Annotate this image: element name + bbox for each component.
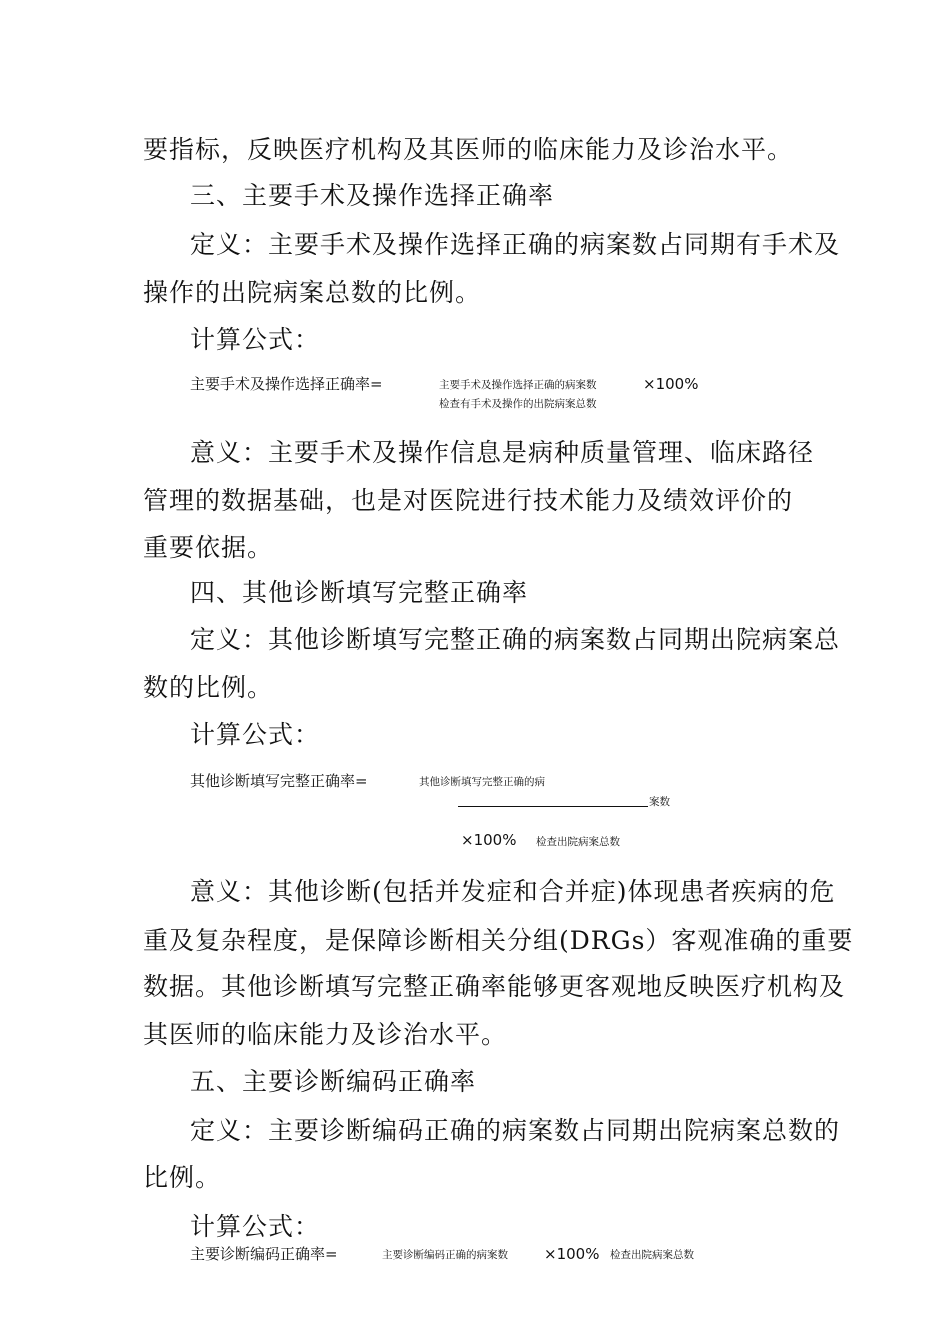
fraction-bar	[458, 806, 648, 807]
formula-3-lhs: 主要手术及操作选择正确率=	[190, 375, 383, 393]
significance-3-line: 意义：主要手术及操作信息是病种质量管理、临床路径	[190, 438, 815, 467]
formula-3-multiplier: ×100%	[643, 375, 699, 393]
formula-4-numerator: 其他诊断填写完整正确的病	[419, 776, 545, 788]
formula-4-numerator-tail: 案数	[649, 796, 670, 808]
definition-4-line: 数的比例。	[143, 673, 274, 702]
definition-5-line: 定义：主要诊断编码正确的病案数占同期出院病案总数的	[190, 1116, 841, 1145]
significance-4-line: 重及复杂程度，是保障诊断相关分组(DRGs）客观准确的重要	[143, 926, 854, 955]
significance-4-line: 数据。其他诊断填写完整正确率能够更客观地反映医疗机构及	[143, 972, 846, 1001]
definition-3-line: 操作的出院病案总数的比例。	[143, 278, 482, 307]
formula-5-multiplier: ×100%	[544, 1245, 600, 1263]
formula-5-numerator: 主要诊断编码正确的病案数	[382, 1249, 508, 1261]
formula-4-multiplier: ×100%	[461, 831, 517, 849]
paragraph-line: 要指标，反映医疗机构及其医师的临床能力及诊治水平。	[143, 135, 794, 164]
significance-3-line: 重要依据。	[143, 533, 274, 562]
formula-4-denominator: 检查出院病案总数	[536, 836, 620, 848]
significance-3-line: 管理的数据基础，也是对医院进行技术能力及绩效评价的	[143, 486, 794, 515]
formula-5-denominator: 检查出院病案总数	[610, 1249, 694, 1261]
definition-4-line: 定义：其他诊断填写完整正确的病案数占同期出院病案总	[190, 625, 841, 654]
section-heading-3: 三、主要手术及操作选择正确率	[190, 181, 555, 210]
calc-label-3: 计算公式：	[190, 325, 321, 354]
formula-3-denominator: 检查有手术及操作的出院病案总数	[439, 398, 597, 410]
significance-4-line: 意义：其他诊断(包括并发症和合并症)体现患者疾病的危	[190, 877, 836, 906]
definition-3-line: 定义：主要手术及操作选择正确的病案数占同期有手术及	[190, 230, 841, 259]
section-heading-4: 四、其他诊断填写完整正确率	[190, 578, 529, 607]
calc-label-5: 计算公式：	[190, 1212, 321, 1241]
formula-3-numerator: 主要手术及操作选择正确的病案数	[439, 379, 597, 391]
formula-4-lhs: 其他诊断填写完整正确率=	[190, 772, 368, 790]
definition-5-line: 比例。	[143, 1163, 222, 1192]
significance-4-line: 其医师的临床能力及诊治水平。	[143, 1020, 508, 1049]
section-heading-5: 五、主要诊断编码正确率	[190, 1067, 477, 1096]
calc-label-4: 计算公式：	[190, 720, 321, 749]
formula-5-lhs: 主要诊断编码正确率=	[190, 1245, 338, 1263]
